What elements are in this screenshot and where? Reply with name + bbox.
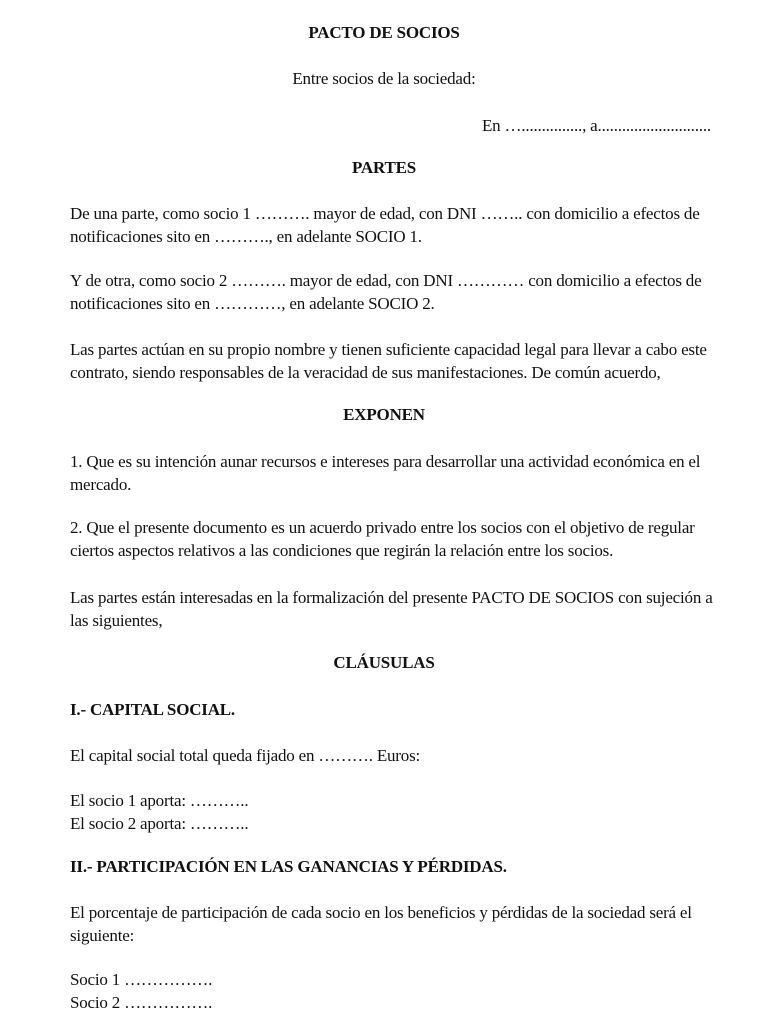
partes-p3-line1: Las partes actúan en su propio nombre y tienen suficiente capacidad legal para llevar a cabo este [70, 340, 707, 359]
exponen-item1-line2: mercado. [70, 475, 132, 494]
partes-p3-line2: contrato, siendo responsables de la veracidad de sus manifestaciones. De común acuerdo, [70, 363, 661, 382]
exponen-item2-line2: ciertos aspectos relativos a las condiciones que regirán la relación entre los socios. [70, 541, 614, 560]
document-subtitle: Entre socios de la sociedad: [292, 69, 476, 88]
exponen-p-line1: Las partes están interesadas en la formalización del presente PACTO DE SOCIOS con sujeción a [70, 588, 713, 607]
clausula-1-heading: I.- CAPITAL SOCIAL. [70, 700, 235, 719]
exponen-p-line2: las siguientes, [70, 611, 163, 630]
place-date-line: En …..............., a............................ [482, 116, 711, 135]
exponen-item2-line1: 2. Que el presente documento es un acuerdo privado entre los socios con el objetivo de regular [70, 518, 695, 537]
partes-p2-line1: Y de otra, como socio 2 ………. mayor de edad, con DNI ………… con domicilio a efectos de [70, 271, 702, 290]
exponen-item1-line1: 1. Que es su intención aunar recursos e intereses para desarrollar una actividad económica en el [70, 452, 701, 471]
clausulas-heading: CLÁUSULAS [333, 653, 435, 672]
partes-p1-line2: notificaciones sito en ………., en adelante SOCIO 1. [70, 227, 422, 246]
clausula-2-p-line2: siguiente: [70, 926, 135, 945]
partes-p2-line2: notificaciones sito en …………, en adelante SOCIO 2. [70, 294, 435, 313]
clausula-2-socio2: Socio 2 ……………. [70, 993, 213, 1012]
document-title: PACTO DE SOCIOS [308, 23, 460, 42]
clausula-1-socio1: El socio 1 aporta: ……….. [70, 791, 249, 810]
clausula-2-p-line1: El porcentaje de participación de cada socio en los beneficios y pérdidas de la sociedad será el [70, 903, 692, 922]
clausula-1-socio2: El socio 2 aporta: ……….. [70, 814, 249, 833]
clausula-2-heading: II.- PARTICIPACIÓN EN LAS GANANCIAS Y PÉRDIDAS. [70, 857, 507, 876]
partes-heading: PARTES [351, 158, 416, 177]
clausula-2-socio1: Socio 1 ……………. [70, 970, 213, 989]
clausula-1-p1: El capital social total queda fijado en ………. Euros: [70, 746, 421, 765]
exponen-heading: EXPONEN [343, 405, 425, 424]
partes-p1-line1: De una parte, como socio 1 ………. mayor de edad, con DNI …….. con domicilio a efectos de [70, 204, 700, 223]
